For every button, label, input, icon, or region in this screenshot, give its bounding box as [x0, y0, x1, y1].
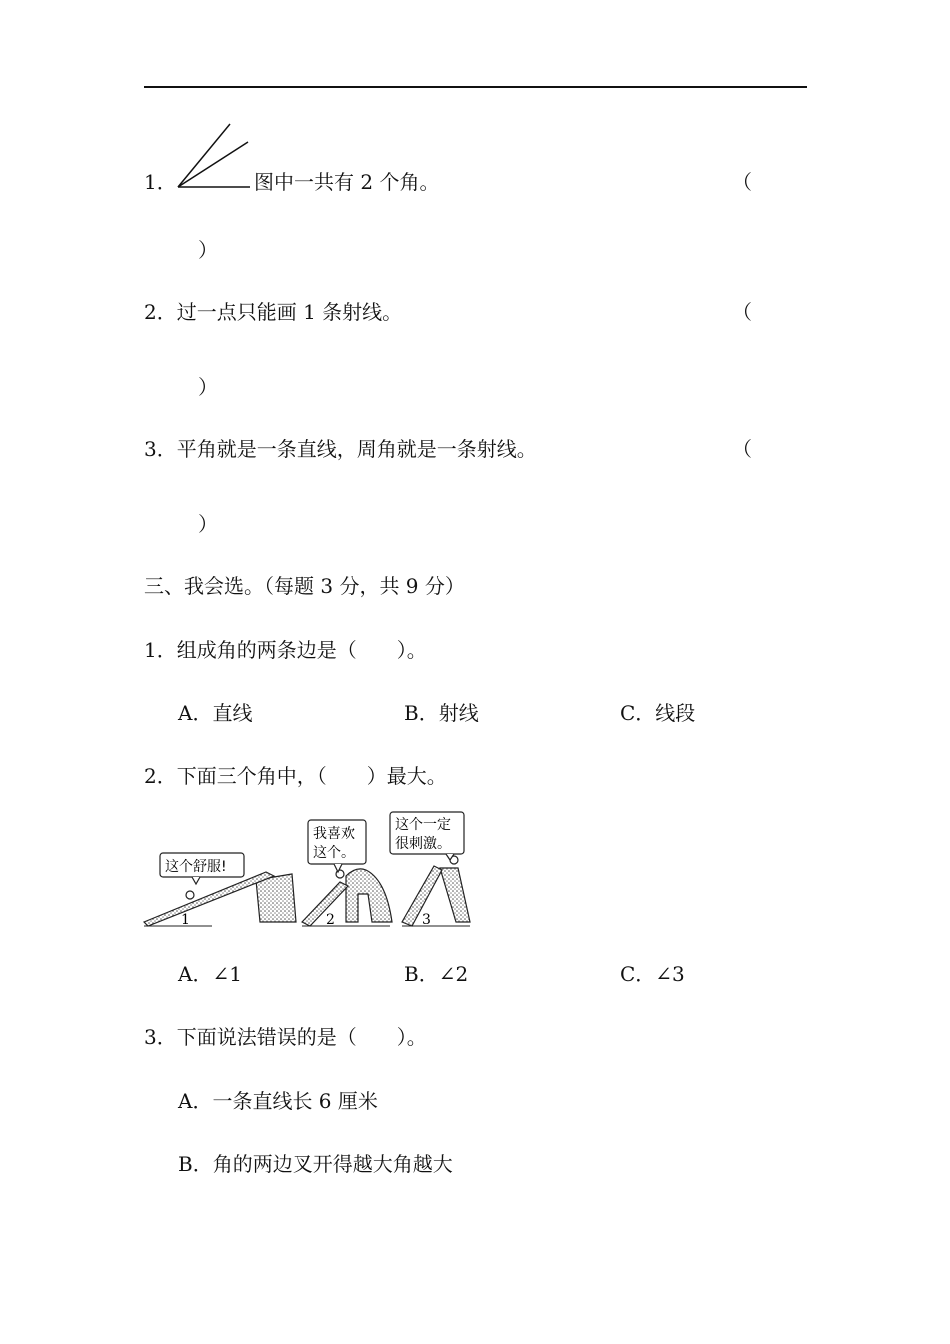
- slide-3: [390, 812, 470, 928]
- speech-bubble-2-line-1: 我喜欢: [313, 826, 355, 842]
- angle-figure: [170, 120, 260, 195]
- angle-1-label: 1: [181, 912, 190, 928]
- angle-ray-middle: [178, 142, 248, 187]
- judge-item-3-text: 平角就是一条直线，周角就是一条射线。: [176, 437, 537, 461]
- slide-3-tower: [440, 868, 470, 922]
- speech-bubble-1-text: 这个舒服!: [165, 859, 227, 875]
- speech-bubble-3-line-2: 很刺激。: [395, 836, 451, 852]
- q1-option-c[interactable]: C．线段: [620, 701, 696, 725]
- judge-item-2-open-paren: （: [732, 300, 752, 324]
- q1-stem: 1．组成角的两条边是（ ）。: [144, 638, 427, 662]
- speech-bubble-2-line-2: 这个。: [313, 845, 355, 861]
- judge-item-2-text: 过一点只能画 1 条射线。: [176, 300, 403, 324]
- slides-illustration: [140, 810, 480, 935]
- judge-item-2-close-paren: ）: [198, 375, 218, 399]
- judge-item-1-text: 图中一共有 2 个角。: [254, 170, 440, 194]
- judge-item-3: [144, 435, 537, 463]
- section-heading: 三、我会选。（每题 3 分，共 9 分）: [144, 574, 465, 598]
- judge-item-2-number: 2．: [144, 300, 177, 324]
- slide-1: [144, 853, 296, 928]
- judge-item-3-number: 3．: [144, 437, 177, 461]
- q3-stem: 3．下面说法错误的是（ ）。: [144, 1025, 427, 1049]
- judge-item-1-close-paren: ）: [198, 238, 218, 262]
- slide-1-child: [186, 891, 194, 899]
- judge-item-3-close-paren: ）: [198, 512, 218, 536]
- judge-item-1-open-paren: （: [732, 170, 752, 194]
- q1-option-a[interactable]: A．直线: [178, 701, 253, 725]
- slide-1-chute: [144, 872, 274, 926]
- judge-item-3-open-paren: （: [732, 437, 752, 461]
- slide-2-chute: [302, 882, 348, 926]
- q3-option-b[interactable]: B．角的两边叉开得越大角越大: [178, 1152, 453, 1176]
- header-rule: [144, 86, 807, 88]
- q2-option-b[interactable]: B．∠2: [404, 962, 469, 986]
- slide-2-tower: [346, 869, 392, 922]
- speech-bubble-3-line-1: 这个一定: [395, 817, 451, 833]
- q2-option-c[interactable]: C．∠3: [620, 962, 685, 986]
- judge-item-1-number: 1．: [144, 170, 177, 194]
- angle-ray-upper: [178, 124, 230, 187]
- angle-2-label: 2: [326, 912, 335, 928]
- q2-option-a[interactable]: A．∠1: [178, 962, 242, 986]
- angle-3-label: 3: [422, 912, 431, 928]
- judge-item-2: [144, 298, 402, 326]
- slide-2: [302, 820, 392, 928]
- q1-option-b[interactable]: B．射线: [404, 701, 479, 725]
- q2-stem: 2．下面三个角中，（ ）最大。: [144, 764, 447, 788]
- q3-option-a[interactable]: A．一条直线长 6 厘米: [178, 1089, 378, 1113]
